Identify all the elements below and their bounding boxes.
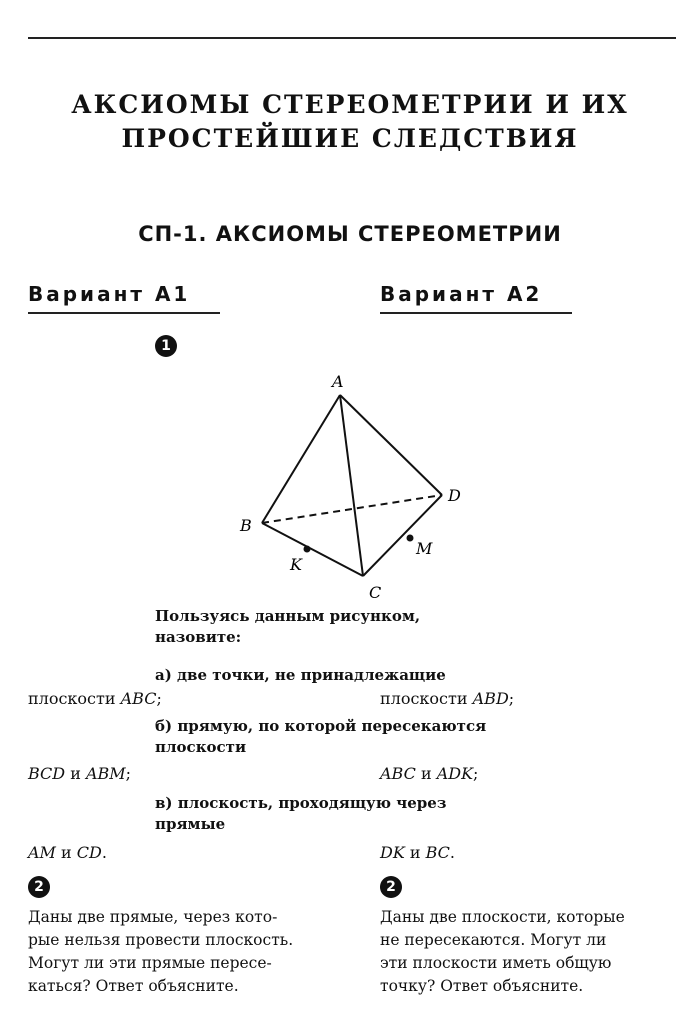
edge-bc bbox=[262, 523, 363, 576]
item-c-text bbox=[155, 793, 446, 835]
item-c-right-answer bbox=[380, 842, 455, 863]
text: плоскости bbox=[28, 689, 121, 708]
item-b-right-answer bbox=[380, 763, 478, 784]
b-line-2: плоскости bbox=[155, 738, 247, 756]
paragraph-line: эти плоскости иметь общую bbox=[380, 954, 612, 972]
task-2-right-text bbox=[380, 906, 680, 998]
text: и bbox=[55, 843, 77, 862]
c-line-2: прямые bbox=[155, 815, 226, 833]
math: CD bbox=[76, 843, 102, 862]
intro-line-1: Пользуясь данным рисунком, bbox=[155, 607, 421, 625]
math: ABM bbox=[85, 764, 126, 783]
edge-ac bbox=[340, 395, 363, 576]
label-b: B bbox=[240, 516, 252, 535]
paragraph-line: рые нельзя провести плоскость. bbox=[28, 931, 294, 949]
text: ; bbox=[473, 764, 479, 783]
task-1-intro bbox=[155, 606, 420, 648]
label-m: M bbox=[416, 539, 433, 558]
item-a-left-answer bbox=[28, 688, 162, 709]
intro-line-2: назовите: bbox=[155, 628, 242, 646]
paragraph-line: Даны две прямые, через кото- bbox=[28, 908, 278, 926]
text: плоскости bbox=[380, 689, 473, 708]
paragraph-line: не пересекаются. Могут ли bbox=[380, 931, 607, 949]
text: ; bbox=[508, 689, 515, 708]
text: и bbox=[65, 764, 86, 783]
text: ; bbox=[156, 689, 162, 708]
top-rule bbox=[28, 37, 676, 39]
paragraph-line: каться? Ответ объясните. bbox=[28, 977, 239, 995]
item-a-right-answer bbox=[380, 688, 514, 709]
task-1-number-icon: 1 bbox=[155, 335, 177, 357]
text: и bbox=[415, 764, 437, 783]
paragraph-line: Могут ли эти прямые пересе- bbox=[28, 954, 272, 972]
pyramid-figure bbox=[230, 365, 480, 605]
point-m bbox=[407, 535, 414, 542]
math: DK bbox=[380, 843, 405, 862]
variant-a1-heading: Вариант А1 bbox=[28, 282, 220, 314]
edge-bd-hidden bbox=[262, 495, 442, 523]
text: ; bbox=[125, 764, 132, 783]
c-line-1: в) плоскость, проходящую через bbox=[155, 794, 447, 812]
math: ABC bbox=[120, 689, 157, 708]
edge-cd bbox=[363, 495, 442, 576]
page-title bbox=[40, 88, 660, 156]
math: BC bbox=[425, 843, 450, 862]
section-title: СП-1. АКСИОМЫ СТЕРЕОМЕТРИИ bbox=[138, 222, 562, 246]
math: BCD bbox=[28, 764, 66, 783]
task-2-left-number-icon: 2 bbox=[28, 876, 50, 898]
item-b-text bbox=[155, 716, 486, 758]
title-line-2: ПРОСТЕЙШИЕ СЛЕДСТВИЯ bbox=[121, 124, 579, 153]
label-d: D bbox=[448, 486, 461, 505]
task-2-left-text bbox=[28, 906, 328, 998]
item-c-left-answer bbox=[28, 842, 107, 863]
label-k: K bbox=[290, 555, 302, 574]
item-b-left-answer bbox=[28, 763, 131, 784]
text: . bbox=[449, 843, 456, 862]
paragraph-line: Даны две плоскости, которые bbox=[380, 908, 625, 926]
math: ABC bbox=[380, 764, 416, 783]
math: ABD bbox=[472, 689, 509, 708]
edge-ad bbox=[340, 395, 442, 495]
variant-a2-heading: Вариант А2 bbox=[380, 282, 572, 314]
task-2-right-number-icon: 2 bbox=[380, 876, 402, 898]
point-k bbox=[304, 546, 311, 553]
label-a: A bbox=[332, 372, 344, 391]
text: . bbox=[101, 843, 107, 862]
b-line-1: б) прямую, по которой пересекаются bbox=[155, 717, 487, 735]
math: ADK bbox=[436, 764, 474, 783]
label-c: C bbox=[369, 583, 382, 602]
item-a-text: а) две точки, не принадлежащие bbox=[155, 666, 446, 684]
edge-ab bbox=[262, 395, 340, 523]
math: AM bbox=[28, 843, 56, 862]
title-line-1: АКСИОМЫ СТЕРЕОМЕТРИИ И ИХ bbox=[71, 90, 629, 119]
text: и bbox=[404, 843, 426, 862]
paragraph-line: точку? Ответ объясните. bbox=[380, 977, 584, 995]
